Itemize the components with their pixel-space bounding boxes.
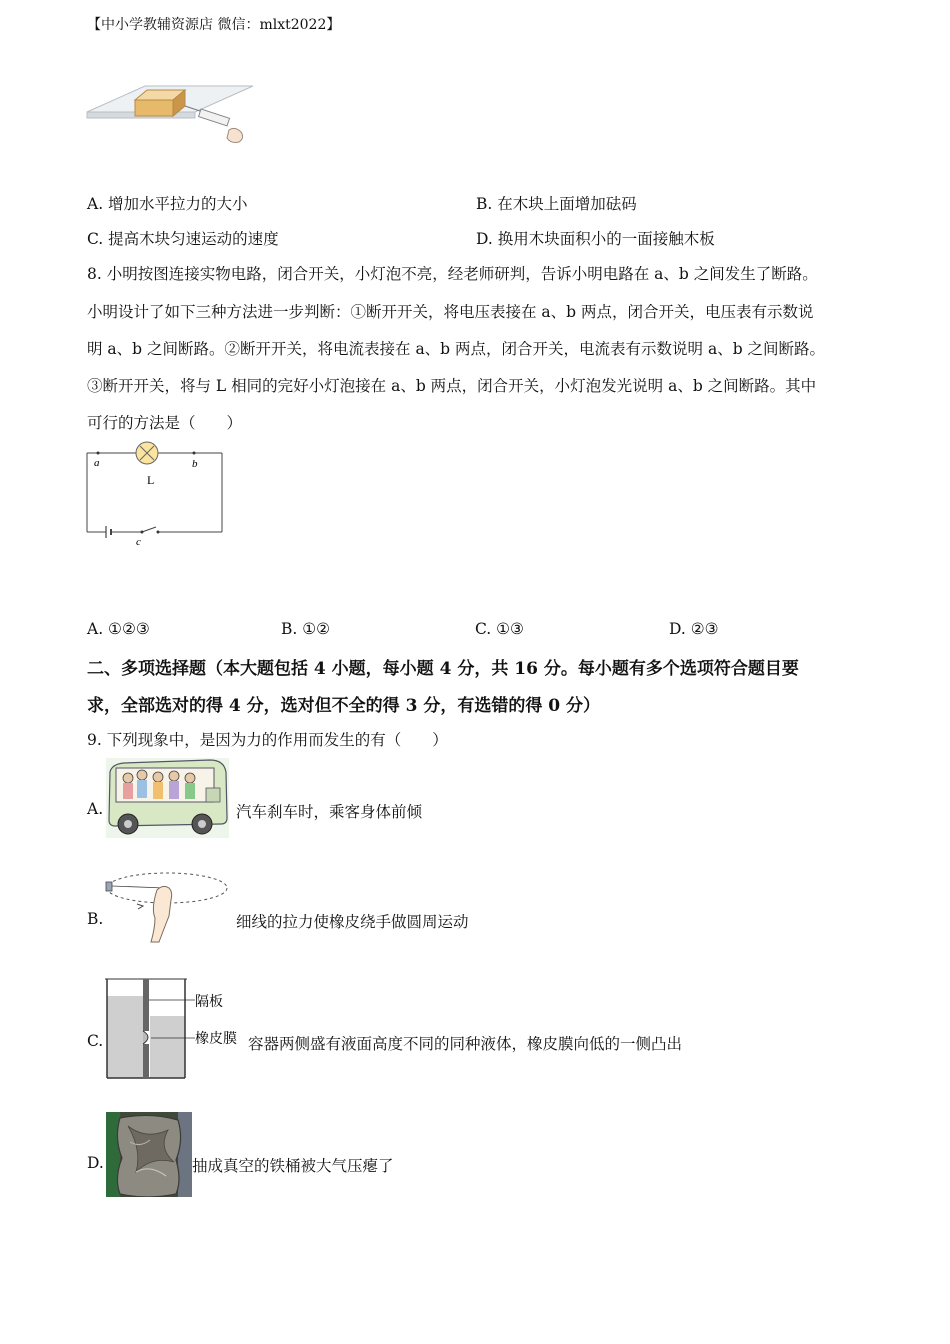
page-header: 【中小学教辅资源店 微信：mlxt2022】 [87,17,341,33]
container-partition-diagram [103,976,249,1082]
eraser-circular-motion-image [103,868,229,944]
q8-option-c: C. ①③ [475,620,524,638]
point-b-label: b [192,458,198,470]
membrane-label: 橡皮膜 [195,1031,237,1047]
q8-option-b: B. ①② [281,620,331,638]
q8-stem-line-1: 8. 小明按图连接实物电路，闭合开关，小灯泡不亮，经老师研判，告诉小明电路在 a、b 之间发生了断路。 [87,265,818,283]
q9-option-a-text: 汽车刹车时，乘客身体前倾 [236,803,423,821]
partition-label: 隔板 [195,994,223,1010]
q9-option-c-text: 容器两侧盛有液面高度不同的同种液体，橡皮膜向低的一侧凸出 [248,1035,683,1053]
q8-stem-line-4: ③断开开关，将与 L 相同的完好小灯泡接在 a、b 两点，闭合开关，小灯泡发光说明 a、b 之间断路。其中 [87,377,817,395]
q9-option-c-label: C. [87,1032,104,1050]
bulb-label: L [147,473,155,487]
q8-stem-line-3: 明 a、b 之间断路。②断开开关，将电流表接在 a、b 两点，闭合开关，电流表有示数说明 a、b 之间断路。 [87,340,826,358]
block-on-board-illustration [85,82,255,160]
section-2-heading-line-2: 求，全部选对的得 4 分，选对但不全的得 3 分，有选错的得 0 分） [87,696,600,716]
q7-option-c: C. 提高木块匀速运动的速度 [87,230,279,248]
q9-option-b-label: B. [87,910,104,928]
bus-passengers-image [106,758,229,838]
q9-option-d-label: D. [87,1154,104,1172]
q7-option-d: D. 换用木块面积小的一面接触木板 [476,230,715,248]
q8-stem-line-5: 可行的方法是（ ） [87,414,243,432]
point-a-label: a [94,457,100,469]
q9-stem: 9. 下列现象中，是因为力的作用而发生的有（ ） [87,731,448,749]
q9-option-a-label: A. [87,800,104,818]
q9-option-d-text: 抽成真空的铁桶被大气压瘪了 [192,1157,394,1175]
q9-option-b-text: 细线的拉力使橡皮绕手做圆周运动 [236,913,469,931]
switch-c-label: c [136,536,141,548]
q8-option-d: D. ②③ [669,620,719,638]
section-2-heading-line-1: 二、多项选择题（本大题包括 4 小题，每小题 4 分，共 16 分。每小题有多个选项符合题目要 [87,659,799,679]
q8-stem-line-2: 小明设计了如下三种方法进一步判断：①断开开关，将电压表接在 a、b 两点，闭合开关，电压表有示数说 [87,303,814,321]
q8-option-a: A. ①②③ [87,620,150,638]
q7-option-a: A. 增加水平拉力的大小 [87,195,248,213]
crushed-iron-bucket-photo [106,1112,192,1197]
circuit-diagram [84,438,229,550]
q7-option-b: B. 在木块上面增加砝码 [476,195,637,213]
